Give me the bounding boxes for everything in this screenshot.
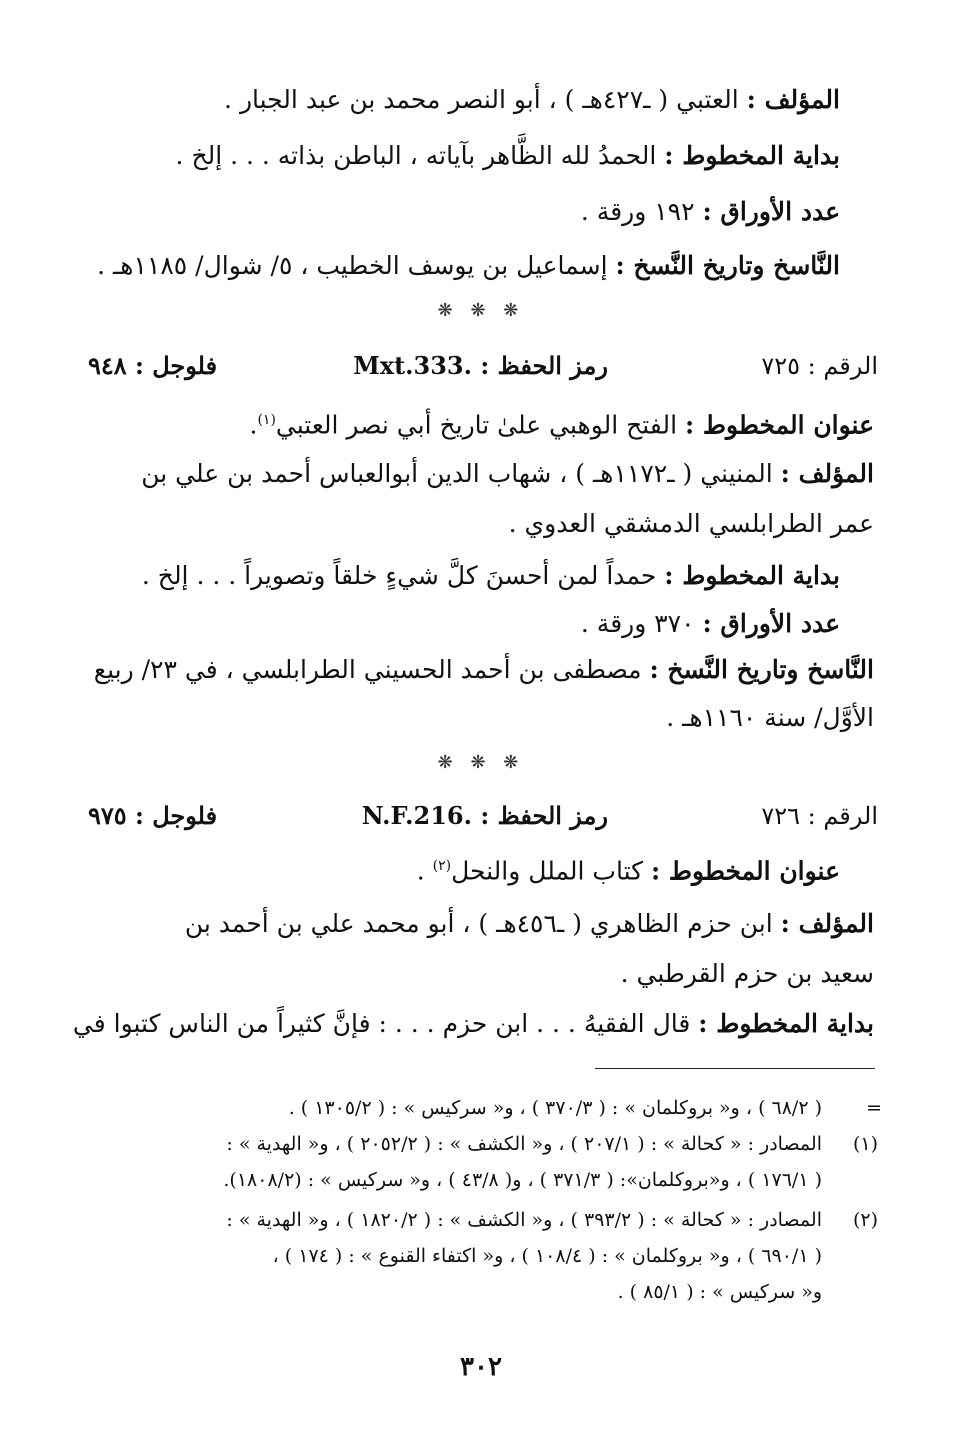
footnote-2-line2: ( ٦٩٠/١ ) ، و« بروكلمان » : ( ١٠٨/٤ ) ، و« اكتفاء القنوع » : ( ١٧٤ ) ،: [272, 1245, 822, 1267]
flugel-number: فلوجل : ٩٤٨: [88, 351, 218, 380]
prev-copyist-line: النَّاسخ وتاريخ النَّسخ : إسماعيل بن يوسف الخطيب ، ٥/ شوال/ ١١٨٥هـ .: [97, 251, 840, 280]
entry-725-author-line1: المؤلف : المنيني ( ـ١١٧٢هـ ) ، شهاب الدين أبوالعباس أحمد بن علي بن: [141, 459, 874, 488]
footnote-continuation-mark: =: [866, 1097, 882, 1119]
footnote-ref-1: (١): [257, 412, 276, 428]
entry-725-beginning-line: بداية المخطوط : حمداً لمن أحسنَ كلَّ شيءٍ خلقاً وتصويراً . . . إلخ .: [141, 561, 840, 590]
entry-726-author-line1: المؤلف : ابن حزم الظاهري ( ـ٤٥٦هـ ) ، أبو محمد علي بن أحمد بن: [184, 909, 874, 938]
shelf-code: رمز الحفظ : .Mxt.333: [353, 351, 608, 380]
prev-leaves-line: عدد الأوراق : ١٩٢ ورقة .: [580, 197, 840, 226]
entry-725-copyist-line1: النَّاسخ وتاريخ النَّسخ : مصطفى بن أحمد الحسيني الطرابلسي ، في ٢٣/ ربيع: [93, 655, 874, 684]
entry-726-meta: [88, 796, 878, 836]
page-number: ٣٠٢: [460, 1352, 502, 1382]
entry-725-copyist-line2: الأوَّل/ سنة ١١٦٠هـ .: [666, 703, 874, 732]
separator-2: ❋ ❋ ❋: [437, 752, 525, 773]
entry-726-beginning-line: بداية المخطوط : قال الفقيهُ . . . ابن حزم . . . : فإنَّ كثيراً من الناس كتبوا في: [72, 1009, 874, 1038]
shelf-code: رمز الحفظ : .N.F.216: [361, 801, 608, 830]
prev-beginning-line: بداية المخطوط : الحمدُ لله الظَّاهر بآياته ، الباطن بذاته . . . إلخ .: [175, 141, 840, 170]
footnote-rule: [595, 1068, 875, 1069]
entry-726-title-line: عنوان المخطوط : كتاب الملل والنحل$^{(٢)}$ .: [416, 856, 840, 886]
entry-725-meta: [88, 346, 878, 386]
entry-726-author-line2: سعيد بن حزم القرطبي .: [620, 959, 874, 988]
entry-725-leaves-line: عدد الأوراق : ٣٧٠ ورقة .: [580, 609, 840, 638]
footnote-2-line1: المصادر : « كحالة » : ( ٣٩٣/٢ ) ، و« الكشف » : ( ١٨٢٠/٢ ) ، و« الهدية » :: [226, 1209, 822, 1231]
footnote-1-line1: المصادر : « كحالة » : ( ٢٠٧/١ ) ، و« الكشف » : ( ٢٠٥٢/٢ ) ، و« الهدية » :: [226, 1133, 822, 1155]
footnote-1-line2: ( ١٧٦/١ ) ، و«بروكلمان»: ( ٣٧١/٣ ) ، و( ٤٣/٨ ) ، و« سركيس » : (١٨٠٨/٢).: [223, 1169, 822, 1191]
footnote-2-line3: و« سركيس » : ( ٨٥/١ ) .: [617, 1281, 822, 1303]
footnote-ref-2: (٢): [432, 858, 452, 874]
flugel-number: فلوجل : ٩٧٥: [88, 801, 218, 830]
footnote-continuation: ( ٦٨/٢ ) ، و« بروكلمان » : ( ٣٧٠/٣ ) ، و« سركيس » : ( ١٣٠٥/٢ ) .: [288, 1097, 822, 1119]
entry-725-title-line: عنوان المخطوط : الفتح الوهبي علىٰ تاريخ أبي نصر العتبي$^{(١)}$.: [249, 410, 874, 440]
footnote-1-mark: (١): [852, 1133, 878, 1155]
entry-725-author-line2: عمر الطرابلسي الدمشقي العدوي .: [508, 509, 874, 538]
footnote-2-mark: (٢): [852, 1209, 878, 1231]
prev-author-line: المؤلف : العتبي ( ـ٤٢٧هـ ) ، أبو النصر محمد بن عبد الجبار .: [224, 85, 840, 114]
entry-number: الرقم : ٧٢٥: [761, 352, 878, 380]
entry-number: الرقم : ٧٢٦: [761, 802, 878, 830]
separator-1: ❋ ❋ ❋: [437, 300, 525, 321]
